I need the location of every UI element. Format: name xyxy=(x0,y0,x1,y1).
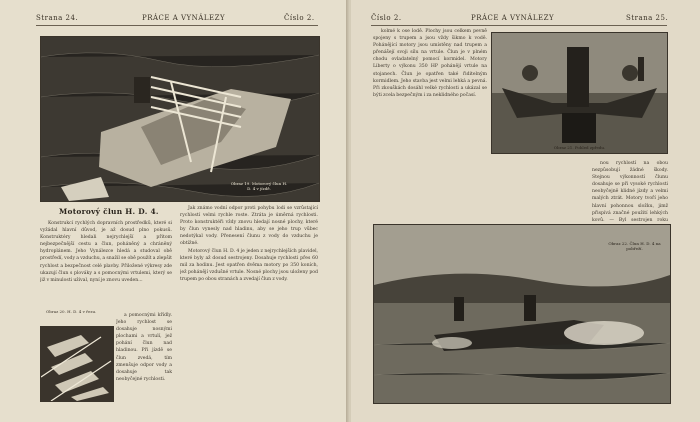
boat-on-water-caption: Obraz 22. Člun H. D. 4 na pobřeží. xyxy=(608,241,661,251)
right-page-number: Strana 25. xyxy=(626,14,669,22)
right-col-paragraph: kolmé k ose lodě. Plochy jsou celkem pevně spojeny s trupem a jsou vždy šikmo k vodě. Pohánějící motory jsou umístěny nad trupem a přenášejí svoji sílu na vrtule. Člun je v plném chodu ovladatelný pomocí kormidel. Motory Liberty o výkonu 350 HP pohánějí vrtule na stojanech. Člun je opatřen také řiditelným kormidlem. Jeho stavba jest velmi lehká a pevná. Při zkouškách dosáhl velké rychlosti a ukázal se býti zcela bezpečným i za neklidného počasí. xyxy=(373,29,487,98)
right-running-title: PRÁCE A VYNÁLEZY xyxy=(471,14,555,22)
left-issue-number: Číslo 2. xyxy=(284,14,315,22)
left-page xyxy=(0,0,349,422)
left-running-title: PRÁCE A VYNÁLEZY xyxy=(142,14,226,22)
front-view-caption: Obraz 21. Pohled zpředu. xyxy=(553,145,606,150)
hydrofoil-boat-illustration xyxy=(41,37,319,201)
right-side-paragraph: nou rychlostí na obou nezpůsobují žádné škody. Stejnou výkonností člunu dosahuje se při vysoké rychlosti neobyčejně klidné jízdy a velmi malých ztrát. Motory tvoří jeho hlavní pohonnou složku, jimž přispívá značné použití lehkých kovů. — Byl sestrojen roku xyxy=(592,161,668,223)
article-col2-paragraph-1: Jak známo vodní odpor proti pohybu lodi se vzrůstající rychlostí velmi rychle roste. Ztráta je úměrná rychlosti. Proto konstruktéři vždy znovu hledají nosné plochy, které by člun vynesly nad hladinu, aby se jeho trup vůbec nedotýkal vody. Přenesení člunu z vody do vzduchu je obtížné. xyxy=(180,206,318,247)
right-header-rule xyxy=(371,25,667,26)
right-side-column xyxy=(592,160,668,230)
right-page xyxy=(351,0,700,422)
right-issue-number: Číslo 2. xyxy=(371,14,402,22)
hydrofoil-boat-photo xyxy=(40,36,320,202)
hydrofoil-photo-caption: Obraz 19. Motorový člun H. D. 4 v jízdě. xyxy=(230,181,288,191)
left-header-rule xyxy=(36,25,318,26)
article-col1-paragraph: Konstrukcí rychlých dopravních prostředků, které si vyžádal hlavní důvod, je až dosud plno pokusů. Konstruktéry hledali nejrychlejší a přitom nejbezpečnější cestu a člun, poháněný a chráněný hydroplánem. Jeho Vynálezce hledá a studoval obě prostředí, vody a vzduchu, a snažil se obě použít a zlepšit rychlost a bezpečnost celé plavby. Přiložené výkresy zde ukazují člun s plováky a s pomocnými vrtulemi, který se již v minulosti užíval, nyní je znovu uveden... xyxy=(40,221,172,283)
front-view-photo xyxy=(491,32,668,154)
article-column-1-bottom xyxy=(116,312,172,402)
article-column-1-top xyxy=(40,220,172,305)
article-col2-paragraph-2: Motorový člun H. D. 4 je jeden z nejrychlejších plavidel, které byly až dosud sestrojeny. Dosahuje rychlosti přes 60 mil za hodinu. Jest opatřen dvěma motory po 350 koních, jež pohánějí vzdušné vrtule. Nosné plochy jsou uloženy pod trupem po obou stranách a zvedají člun z vody. xyxy=(180,248,318,282)
boat-on-water-illustration xyxy=(374,225,670,403)
right-column-text xyxy=(373,28,487,246)
article-column-2 xyxy=(180,205,318,401)
figure-20-label: Obraz 20. H. D. 4 v řezu. xyxy=(46,309,97,314)
left-page-number: Strana 24. xyxy=(36,14,79,22)
article-title: Motorový člun H. D. 4. xyxy=(59,207,159,216)
front-view-illustration xyxy=(492,33,667,153)
boat-plan-illustration xyxy=(41,327,113,401)
article-col1b-paragraph: a pomocnými křídly. Jeho rychlost se dosahuje nosnými plochami a vrtulí, jež pohání člun nad hladinou. Při jízdě se člun zvedá, tím zmenšuje odpor vody a dosahuje tak neobyčejné rychlosti. xyxy=(116,313,172,382)
boat-on-water-photo xyxy=(373,224,671,404)
boat-plan-photo xyxy=(40,326,114,402)
